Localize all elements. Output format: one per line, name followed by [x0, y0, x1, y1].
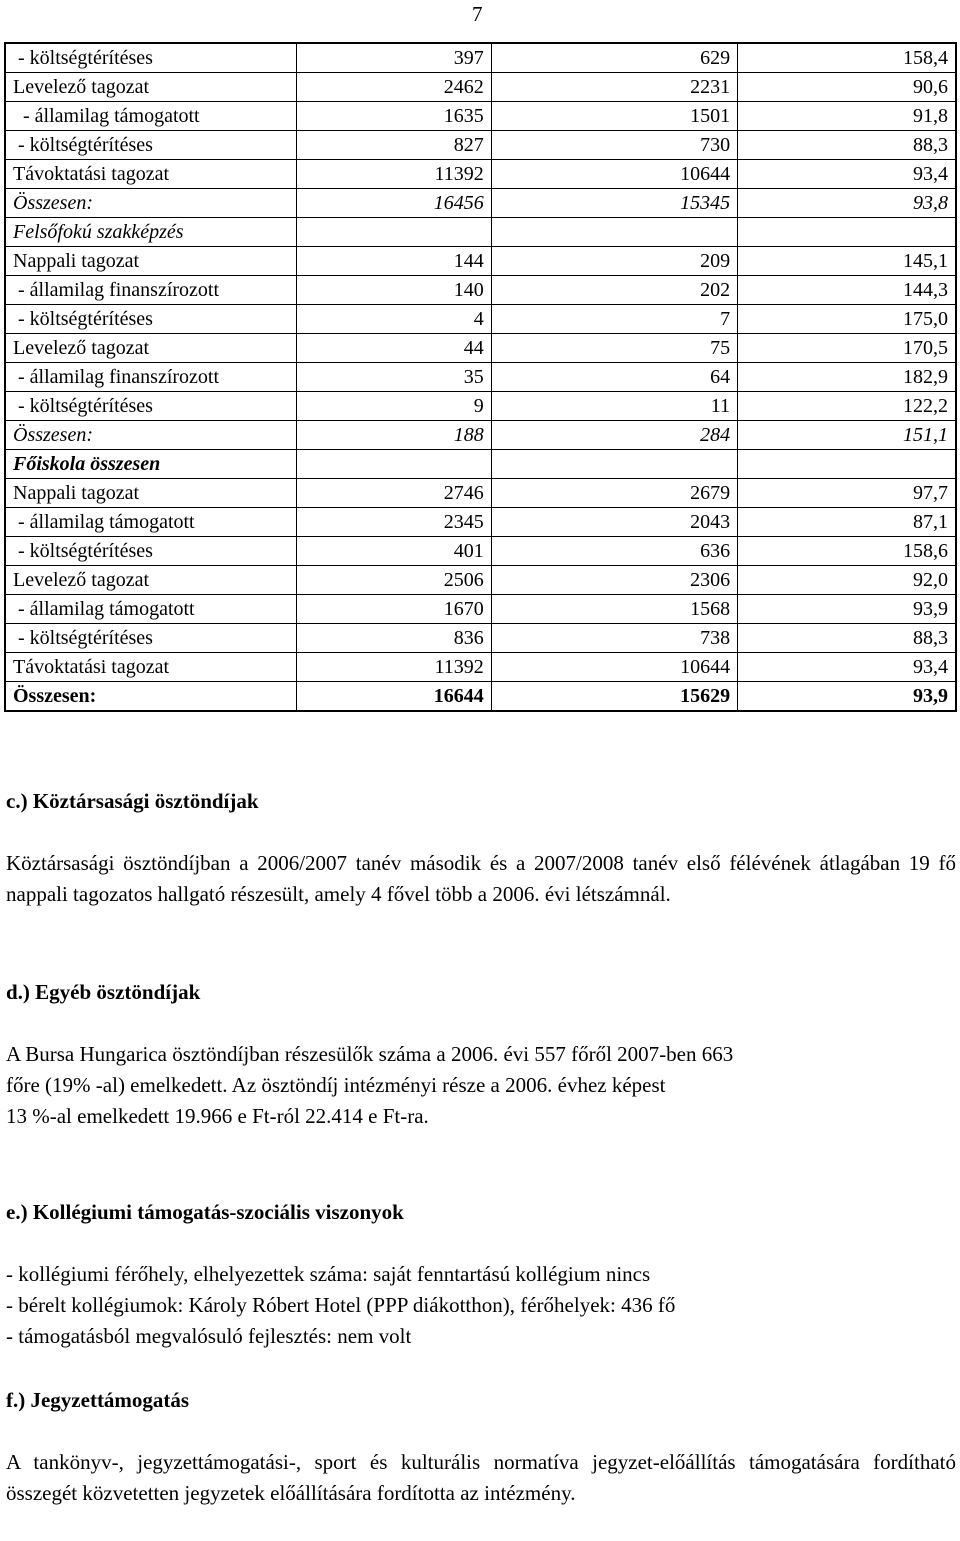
table-row	[5, 392, 956, 421]
row-label-cell: Összesen:	[5, 682, 297, 712]
section-e-line: - kollégiumi férőhely, elhelyezettek száma: saját fenntartású kollégium nincs	[6, 1262, 651, 1286]
value-2007-cell: 64	[491, 363, 737, 392]
value-2006-cell: 4	[297, 305, 492, 334]
percent-cell: 182,9	[738, 363, 956, 392]
value-2006-cell: 2345	[297, 508, 492, 537]
table-body	[5, 43, 956, 711]
percent-cell: 151,1	[738, 421, 956, 450]
percent-cell: 88,3	[738, 131, 956, 160]
percent-cell: 87,1	[738, 508, 956, 537]
row-label-cell: Összesen:	[5, 421, 297, 450]
row-label-cell: - költségtérítéses	[5, 537, 297, 566]
value-2007-cell: 202	[491, 276, 737, 305]
value-2006-cell: 44	[297, 334, 492, 363]
row-label-cell: - államilag támogatott	[5, 102, 297, 131]
statistics-table	[4, 42, 957, 712]
value-2006-cell: 140	[297, 276, 492, 305]
table-row	[5, 218, 956, 247]
section-f	[6, 1385, 956, 1509]
section-e-line: - támogatásból megvalósuló fejlesztés: nem volt	[6, 1324, 412, 1348]
page-number: 7	[472, 2, 483, 26]
percent-cell: 93,9	[738, 682, 956, 712]
value-2006-cell: 16644	[297, 682, 492, 712]
table-row	[5, 73, 956, 102]
value-2007-cell	[491, 450, 737, 479]
value-2007-cell: 10644	[491, 160, 737, 189]
table-row	[5, 43, 956, 73]
row-label-cell: - költségtérítéses	[5, 392, 297, 421]
value-2006-cell: 9	[297, 392, 492, 421]
row-label-cell: - államilag támogatott	[5, 508, 297, 537]
value-2007-cell: 2679	[491, 479, 737, 508]
table-row	[5, 247, 956, 276]
value-2007-cell: 2231	[491, 73, 737, 102]
table-row	[5, 131, 956, 160]
value-2007-cell: 75	[491, 334, 737, 363]
section-e-line: - bérelt kollégiumok: Károly Róbert Hotel (PPP diákotthon), férőhelyek: 436 fő	[6, 1293, 676, 1317]
value-2006-cell: 1670	[297, 595, 492, 624]
section-d-body	[6, 1039, 956, 1132]
value-2007-cell: 10644	[491, 653, 737, 682]
value-2007-cell: 7	[491, 305, 737, 334]
section-d-line: A Bursa Hungarica ösztöndíjban részesülők száma a 2006. évi 557 főről 2007-ben 663	[6, 1042, 734, 1066]
value-2006-cell: 2746	[297, 479, 492, 508]
percent-cell: 93,8	[738, 189, 956, 218]
value-2007-cell: 629	[491, 43, 737, 73]
table-row	[5, 363, 956, 392]
row-label-cell: - költségtérítéses	[5, 624, 297, 653]
table-row	[5, 450, 956, 479]
value-2007-cell: 2043	[491, 508, 737, 537]
percent-cell	[738, 218, 956, 247]
row-label-cell: Levelező tagozat	[5, 566, 297, 595]
table-row	[5, 653, 956, 682]
value-2006-cell: 11392	[297, 653, 492, 682]
percent-cell: 158,4	[738, 43, 956, 73]
value-2007-cell: 738	[491, 624, 737, 653]
value-2006-cell: 16456	[297, 189, 492, 218]
percent-cell: 158,6	[738, 537, 956, 566]
value-2006-cell: 836	[297, 624, 492, 653]
percent-cell: 170,5	[738, 334, 956, 363]
value-2006-cell: 1635	[297, 102, 492, 131]
row-label-cell: Összesen:	[5, 189, 297, 218]
section-f-paragraph: A tankönyv-, jegyzettámogatási-, sport és kulturális normatíva jegyzet-előállítás támogatására fordítható összegét közvetetten jegyzetek előállítására fordította az intézmény.	[6, 1450, 956, 1505]
row-label-cell: Felsőfokú szakképzés	[5, 218, 297, 247]
percent-cell: 145,1	[738, 247, 956, 276]
table-row	[5, 421, 956, 450]
percent-cell: 92,0	[738, 566, 956, 595]
section-e	[6, 1197, 956, 1352]
section-e-body	[6, 1259, 956, 1352]
percent-cell: 122,2	[738, 392, 956, 421]
value-2006-cell: 827	[297, 131, 492, 160]
table-row	[5, 537, 956, 566]
value-2007-cell: 209	[491, 247, 737, 276]
value-2007-cell: 15345	[491, 189, 737, 218]
value-2007-cell: 11	[491, 392, 737, 421]
section-f-heading: f.) Jegyzettámogatás	[6, 1388, 190, 1412]
value-2006-cell: 188	[297, 421, 492, 450]
row-label-cell: - államilag finanszírozott	[5, 276, 297, 305]
section-e-heading: e.) Kollégiumi támogatás-szociális viszonyok	[6, 1200, 404, 1224]
table-row	[5, 595, 956, 624]
row-label-cell: Főiskola összesen	[5, 450, 297, 479]
value-2007-cell: 284	[491, 421, 737, 450]
table-row	[5, 624, 956, 653]
row-label-cell: Nappali tagozat	[5, 479, 297, 508]
table-row	[5, 508, 956, 537]
percent-cell: 93,9	[738, 595, 956, 624]
percent-cell: 91,8	[738, 102, 956, 131]
value-2007-cell	[491, 218, 737, 247]
value-2006-cell: 35	[297, 363, 492, 392]
value-2007-cell: 636	[491, 537, 737, 566]
percent-cell: 90,6	[738, 73, 956, 102]
section-d-line: főre (19% -al) emelkedett. Az ösztöndíj intézményi része a 2006. évhez képest	[6, 1073, 666, 1097]
row-label-cell: - államilag támogatott	[5, 595, 297, 624]
percent-cell: 144,3	[738, 276, 956, 305]
percent-cell	[738, 450, 956, 479]
percent-cell: 93,4	[738, 160, 956, 189]
value-2007-cell: 1501	[491, 102, 737, 131]
row-label-cell: Távoktatási tagozat	[5, 160, 297, 189]
table-row	[5, 189, 956, 218]
percent-cell: 88,3	[738, 624, 956, 653]
value-2006-cell: 11392	[297, 160, 492, 189]
percent-cell: 93,4	[738, 653, 956, 682]
value-2006-cell: 144	[297, 247, 492, 276]
section-d	[6, 977, 956, 1132]
percent-cell: 97,7	[738, 479, 956, 508]
section-c	[6, 786, 956, 910]
table-row	[5, 276, 956, 305]
row-label-cell: Levelező tagozat	[5, 334, 297, 363]
value-2007-cell: 730	[491, 131, 737, 160]
row-label-cell: Levelező tagozat	[5, 73, 297, 102]
table-row	[5, 305, 956, 334]
section-c-paragraph: Köztársasági ösztöndíjban a 2006/2007 tanév második és a 2007/2008 tanév első félévének átlagában 19 fő nappali tagozatos hallgató részesült, amely 4 fővel több a 2006. évi létszámnál.	[6, 851, 956, 906]
table-row	[5, 334, 956, 363]
percent-cell: 175,0	[738, 305, 956, 334]
row-label-cell: - költségtérítéses	[5, 131, 297, 160]
table-row	[5, 160, 956, 189]
table-row	[5, 682, 956, 712]
value-2007-cell: 1568	[491, 595, 737, 624]
row-label-cell: Nappali tagozat	[5, 247, 297, 276]
row-label-cell: Távoktatási tagozat	[5, 653, 297, 682]
value-2007-cell: 2306	[491, 566, 737, 595]
row-label-cell: - költségtérítéses	[5, 43, 297, 73]
value-2006-cell: 397	[297, 43, 492, 73]
value-2006-cell: 2506	[297, 566, 492, 595]
row-label-cell: - költségtérítéses	[5, 305, 297, 334]
section-c-heading: c.) Köztársasági ösztöndíjak	[6, 789, 259, 813]
value-2006-cell	[297, 218, 492, 247]
row-label-cell: - államilag finanszírozott	[5, 363, 297, 392]
section-d-heading: d.) Egyéb ösztöndíjak	[6, 980, 201, 1004]
value-2006-cell	[297, 450, 492, 479]
table-row	[5, 479, 956, 508]
value-2006-cell: 401	[297, 537, 492, 566]
value-2007-cell: 15629	[491, 682, 737, 712]
section-d-line: 13 %-al emelkedett 19.966 e Ft-ról 22.414 e Ft-ra.	[6, 1104, 429, 1128]
table-row	[5, 102, 956, 131]
table-row	[5, 566, 956, 595]
value-2006-cell: 2462	[297, 73, 492, 102]
